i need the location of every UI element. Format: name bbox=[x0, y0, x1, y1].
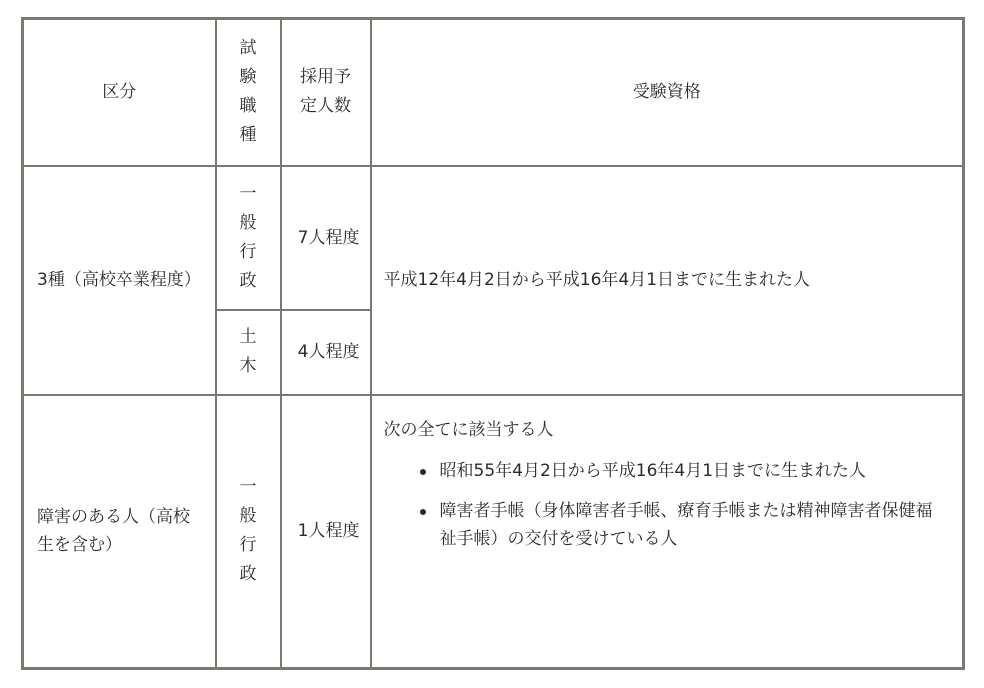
header-shokushu-text: 試験職種 bbox=[239, 38, 257, 146]
shokushu-cell bbox=[216, 166, 281, 310]
list-item: 昭和55年4月2日から平成16年4月1日までに生まれた人 bbox=[440, 457, 943, 485]
exam-table bbox=[21, 17, 965, 670]
list-item: 障害者手帳（身体障害者手帳、療育手帳または精神障害者保健福祉手帳）の交付を受けている人 bbox=[440, 497, 943, 553]
header-shikaku: 受験資格 bbox=[371, 19, 964, 166]
shokushu-text: 一般行政 bbox=[239, 183, 257, 291]
table-row bbox=[23, 395, 964, 669]
kubun-cell: 障害のある人（高校生を含む） bbox=[23, 395, 216, 669]
shokushu-text: 土木 bbox=[239, 327, 257, 376]
ninzu-cell: 7人程度 bbox=[281, 166, 371, 310]
shikaku-intro: 次の全てに該当する人 bbox=[383, 419, 554, 440]
shokushu-cell bbox=[216, 395, 281, 669]
shokushu-text: 一般行政 bbox=[239, 477, 257, 585]
header-kubun: 区分 bbox=[23, 19, 216, 166]
shikaku-cell bbox=[371, 395, 964, 669]
header-ninzu bbox=[281, 19, 371, 166]
kubun-cell: 3種（高校卒業程度） bbox=[23, 166, 216, 395]
shikaku-list bbox=[384, 457, 943, 553]
header-shokushu bbox=[216, 19, 281, 166]
header-row bbox=[23, 19, 964, 166]
shokushu-cell bbox=[216, 310, 281, 395]
ninzu-cell: 4人程度 bbox=[281, 310, 371, 395]
table-row bbox=[23, 166, 964, 310]
ninzu-cell: 1人程度 bbox=[281, 395, 371, 669]
header-ninzu-text: 採用予定人数 bbox=[300, 67, 351, 117]
shikaku-cell: 平成12年4月2日から平成16年4月1日までに生まれた人 bbox=[371, 166, 964, 395]
